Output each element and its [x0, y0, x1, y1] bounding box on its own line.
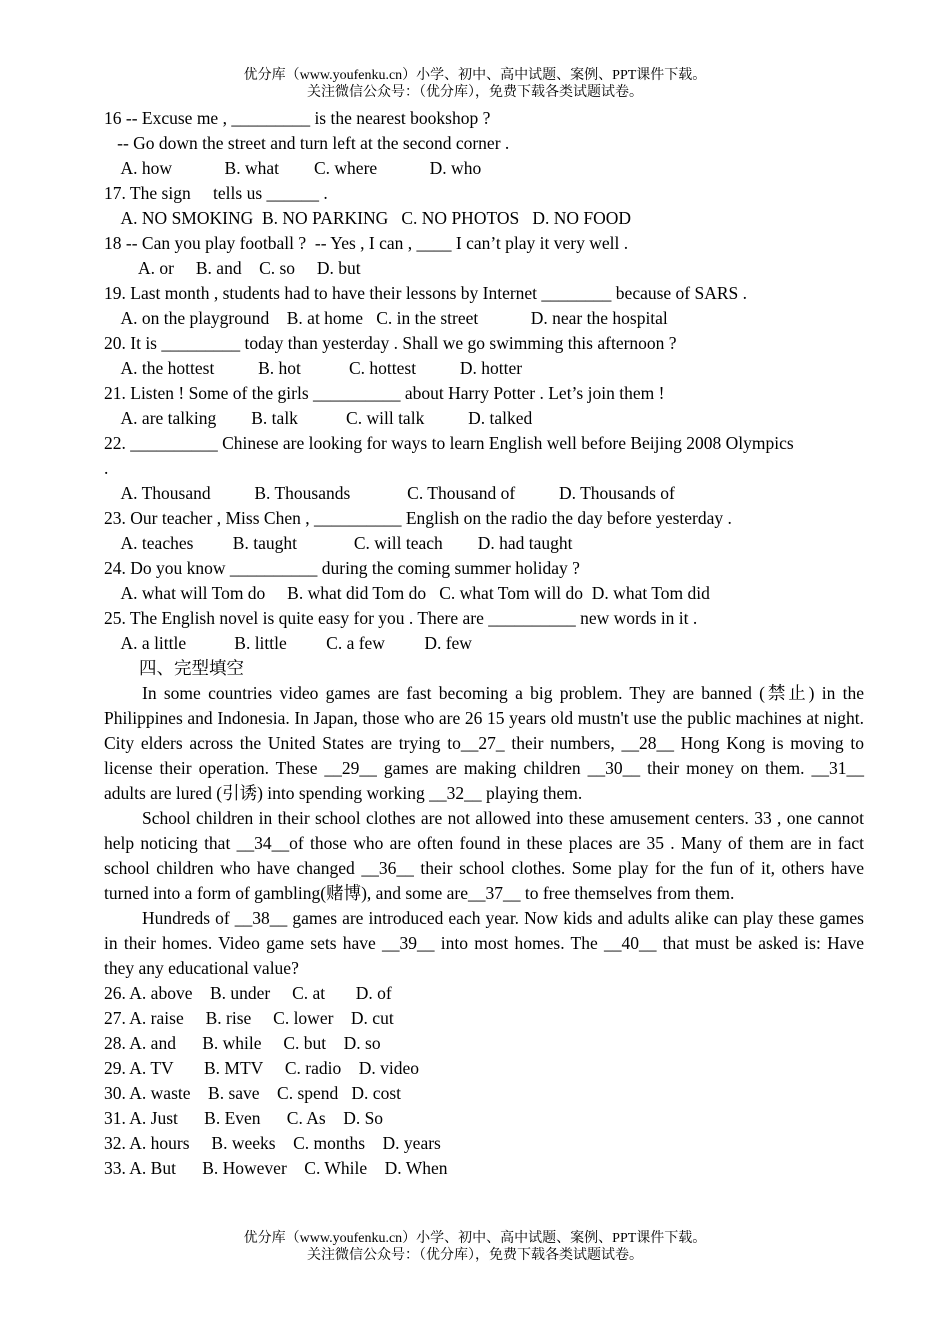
cloze-option-29: 29. A. TV B. MTV C. radio D. video [104, 1058, 420, 1078]
cloze-option-32: 32. A. hours B. weeks C. months D. years [104, 1133, 441, 1153]
cloze-option-27: 27. A. raise B. rise C. lower D. cut [104, 1008, 394, 1028]
cloze-option-30: 30. A. waste B. save C. spend D. cost [104, 1083, 401, 1103]
question-21-stem: 21. Listen ! Some of the girls __________ about Harry Potter . Let’s join them ! [104, 383, 665, 403]
question-23-options: A. teaches B. taught C. will teach D. had taught [104, 533, 573, 553]
question-22-continuation: . [104, 458, 109, 478]
footer-line-2: 关注微信公众号：（优分库），免费下载各类试题试卷。 [307, 1248, 643, 1263]
question-23-stem: 23. Our teacher , Miss Chen , __________ English on the radio the day before yesterday . [104, 508, 732, 528]
question-22-options: A. Thousand B. Thousands C. Thousand of D. Thousands of [104, 483, 675, 503]
cloze-option-26: 26. A. above B. under C. at D. of [104, 983, 392, 1003]
question-17-options: A. NO SMOKING B. NO PARKING C. NO PHOTOS D. NO FOOD [104, 208, 632, 228]
page-footer [0, 1230, 950, 1264]
question-19-stem: 19. Last month , students had to have their lessons by Internet ________ because of SARS . [104, 283, 748, 303]
cloze-heading: 四、完型填空 [104, 658, 244, 678]
question-20-options: A. the hottest B. hot C. hottest D. hotter [104, 358, 523, 378]
cloze-paragraph-1: In some countries video games are fast becoming a big problem. They are banned (禁止) in the Philippines and Indonesia. In Japan, those who are 26 15 years old mustn't use the public machines at night. City elders across the United States are trying to__27_ their numbers, __28__ Hong Kong is moving to license their operation. These __29__ games are making children __30__ their money on them. __31__ adults are lured (引诱) into spending working __32__ playing them. [104, 683, 864, 803]
cloze-option-33: 33. A. But B. However C. While D. When [104, 1158, 448, 1178]
question-17-stem: 17. The sign tells us ______ . [104, 183, 319, 203]
question-25-options: A. a little B. little C. a few D. few [104, 633, 472, 653]
question-19-options: A. on the playground B. at home C. in the street D. near the hospital [104, 308, 668, 328]
question-24-options: A. what will Tom do B. what did Tom do C. what Tom will do D. what Tom did [104, 583, 710, 603]
footer-line-1: 优分库（www.youfenku.cn）小学、初中、高中试题、案例、PPT课件下载。 [243, 1231, 707, 1246]
question-16-options: A. how B. what C. where D. who [104, 158, 482, 178]
question-16-stem: 16 -- Excuse me , _________ is the nearest bookshop ? [104, 108, 491, 128]
question-18-options: A. or B. and C. so D. but [104, 258, 361, 278]
cloze-option-31: 31. A. Just B. Even C. As D. So [104, 1108, 384, 1128]
exam-content [104, 106, 864, 1181]
question-24-stem: 24. Do you know __________ during the coming summer holiday ? [104, 558, 580, 578]
page-header [0, 67, 950, 101]
question-20-stem: 20. It is _________ today than yesterday . Shall we go swimming this afternoon ? [104, 333, 677, 353]
question-16-reply: -- Go down the street and turn left at the second corner . [104, 133, 510, 153]
header-line-1: 优分库（www.youfenku.cn）小学、初中、高中试题、案例、PPT课件下载。 [243, 68, 707, 83]
question-22-stem: 22. __________ Chinese are looking for ways to learn English well before Beijing 2008 Olympics [104, 433, 794, 453]
cloze-option-28: 28. A. and B. while C. but D. so [104, 1033, 381, 1053]
question-21-options: A. are talking B. talk C. will talk D. talked [104, 408, 533, 428]
cloze-paragraph-2: School children in their school clothes are not allowed into these amusement centers. 33 , one cannot help noticing that __34__of those who are often found in these places are 35 . Many of them are in fact school children who have changed __36__ their school clothes. Some play for the fun of it, others have turned into a form of gambling(赌博), and some are__37__ to free themselves from them. [104, 808, 864, 903]
header-line-2: 关注微信公众号：（优分库），免费下载各类试题试卷。 [307, 85, 643, 100]
question-18-stem: 18 -- Can you play football ? -- Yes , I can , ____ I can’t play it very well . [104, 233, 629, 253]
question-25-stem: 25. The English novel is quite easy for you . There are __________ new words in it . [104, 608, 698, 628]
cloze-paragraph-3: Hundreds of __38__ games are introduced each year. Now kids and adults alike can play these games in their homes. Video game sets have __39__ into most homes. The __40__ that must be asked is: Have they any educational value? [104, 908, 864, 978]
